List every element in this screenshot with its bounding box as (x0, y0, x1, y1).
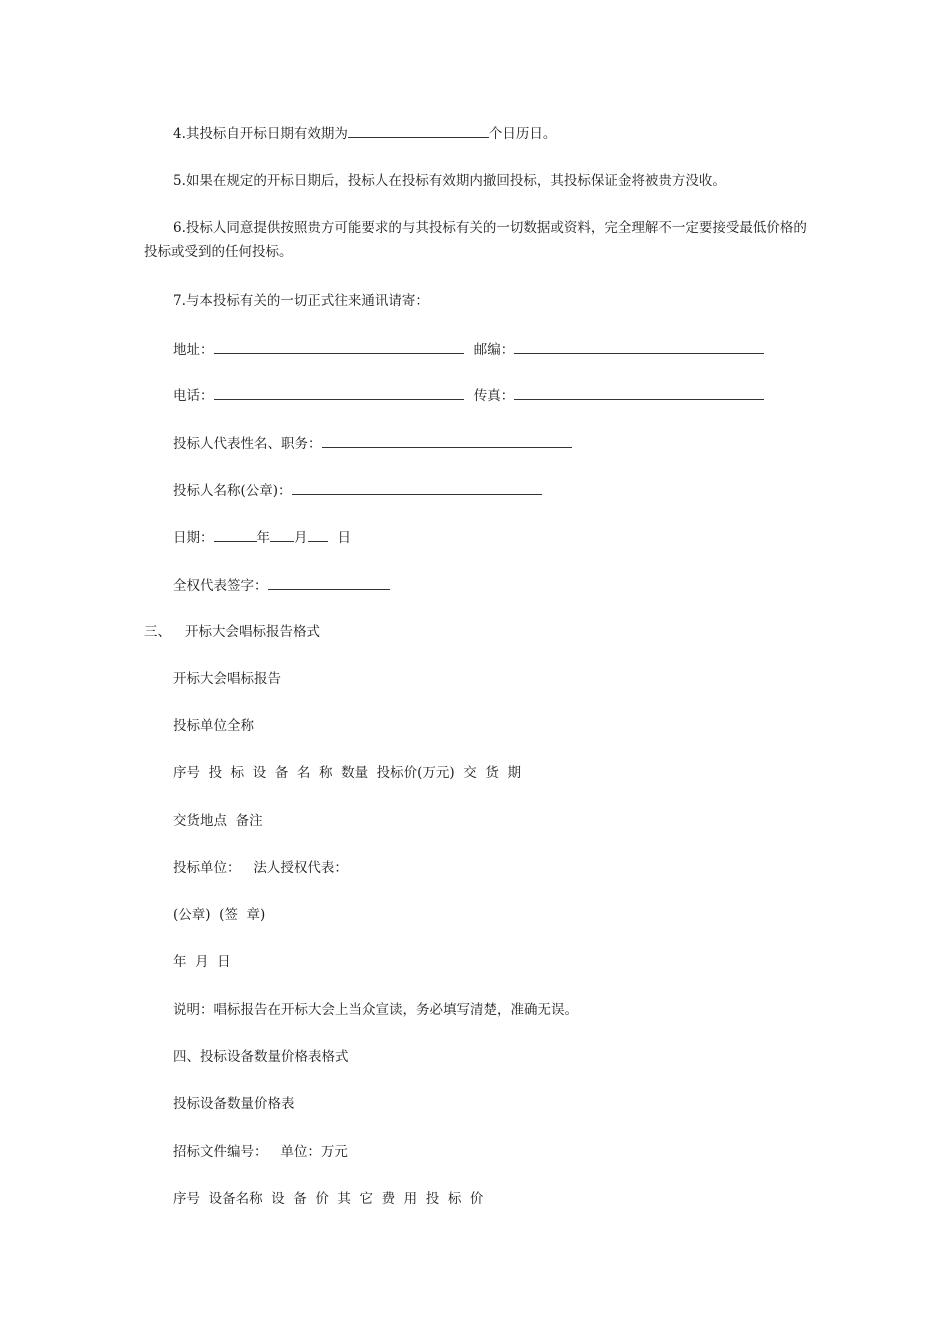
bidder-name-row (173, 481, 542, 500)
month-label: 月 (294, 530, 308, 546)
report-title: 开标大会唱标报告 (173, 671, 281, 687)
price-table-title: 投标设备数量价格表 (173, 1096, 295, 1112)
unit-full-name: 投标单位全称 (173, 718, 254, 734)
address-row (173, 340, 764, 359)
bidder-name-blank[interactable] (292, 481, 542, 495)
report-note: 说明：唱标报告在开标大会上当众宣读，务必填写清楚，准确无误。 (173, 1002, 578, 1018)
item-4 (173, 124, 556, 143)
bidder-name-label: 投标人名称(公章)： (173, 483, 292, 499)
date-row (173, 528, 351, 547)
report-table-header-2: 交货地点 备注 (173, 813, 263, 829)
postcode-label: 邮编： (473, 342, 515, 358)
item-4-prefix: 4.其投标自开标日期有效期为 (173, 126, 348, 142)
seal-line: (公章) (签 章) (173, 907, 266, 923)
item-5: 5.如果在规定的开标日期后，投标人在投标有效期内撤回投标，其投标保证金将被贵方没收。 (173, 173, 726, 189)
report-date-line: 年 月 日 (173, 954, 231, 970)
item-7: 7.与本投标有关的一切正式往来通讯请寄： (173, 293, 429, 309)
phone-blank[interactable] (214, 386, 464, 400)
phone-row (173, 386, 764, 405)
year-blank[interactable] (214, 528, 257, 542)
signer-line: 投标单位： 法人授权代表： (173, 860, 348, 876)
section-3-title: 开标大会唱标报告格式 (185, 624, 320, 640)
month-blank[interactable] (270, 528, 294, 542)
address-blank[interactable] (214, 340, 464, 354)
signature-blank[interactable] (268, 576, 390, 590)
signature-label: 全权代表签字： (173, 578, 268, 594)
file-no-line: 招标文件编号： 单位：万元 (173, 1144, 348, 1160)
date-label: 日期： (173, 530, 214, 546)
signature-row (173, 576, 390, 595)
report-table-header: 序号 投 标 设 备 名 称 数量 投标价(万元) 交 货 期 (173, 765, 521, 781)
phone-label: 电话： (173, 388, 214, 404)
item-6: 6.投标人同意提供按照贵方可能要求的与其投标有关的一切数据或资料，完全理解不一定要接受最低价格的投标或受到的任何投标。 (144, 220, 807, 260)
rep-label: 投标人代表性名、职务： (173, 436, 322, 452)
fax-label: 传真： (473, 388, 515, 404)
rep-blank[interactable] (322, 434, 572, 448)
section-3-number: 三、 (144, 624, 171, 640)
validity-days-blank[interactable] (348, 124, 489, 138)
section-3-heading (144, 623, 320, 641)
postcode-blank[interactable] (514, 340, 764, 354)
address-label: 地址： (173, 342, 214, 358)
rep-row (173, 434, 572, 453)
year-label: 年 (256, 530, 270, 546)
day-blank[interactable] (308, 528, 328, 542)
item-4-suffix: 个日历日。 (488, 126, 557, 142)
fax-blank[interactable] (514, 386, 764, 400)
section-4-heading: 四、投标设备数量价格表格式 (173, 1049, 349, 1065)
day-label: 日 (337, 530, 351, 546)
price-table-header: 序号 设备名称 设 备 价 其 它 费 用 投 标 价 (173, 1191, 484, 1207)
